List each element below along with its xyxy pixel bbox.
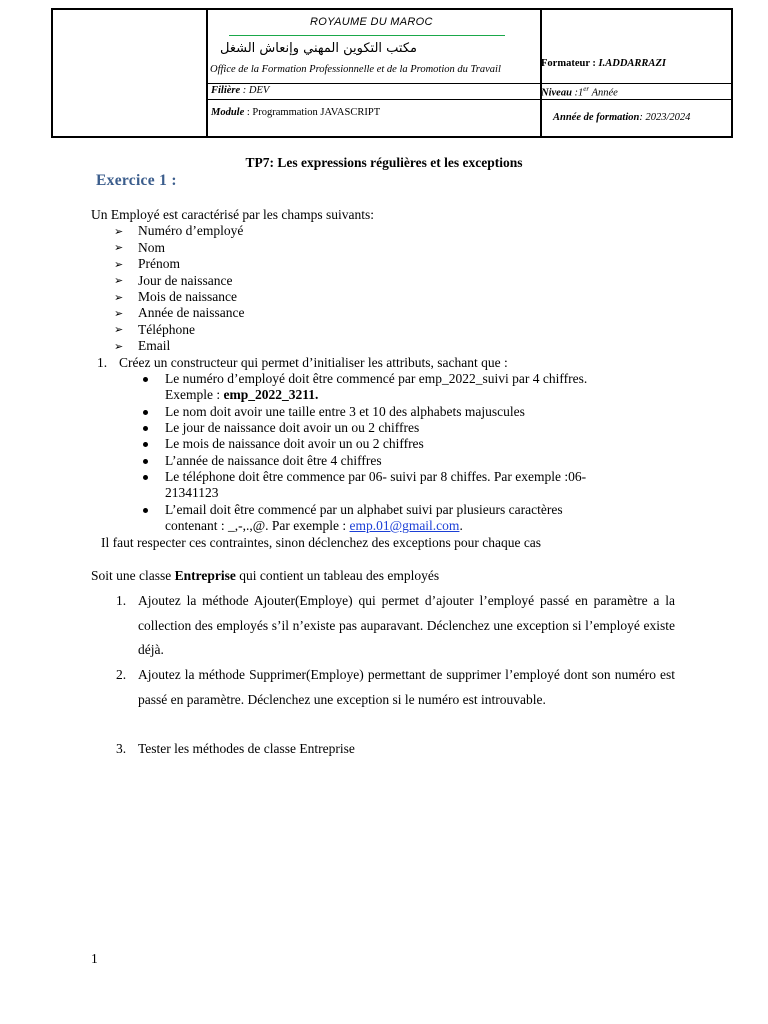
niveau-label: Niveau bbox=[541, 87, 572, 99]
example-value: emp_2022_3211. bbox=[223, 387, 319, 402]
list-item: Jour de naissance bbox=[138, 273, 233, 288]
filiere-field bbox=[211, 85, 269, 96]
arrow-bullet-icon: ➢ bbox=[114, 291, 124, 304]
entreprise-item: Tester les méthodes de classe Entreprise bbox=[138, 741, 355, 756]
annee-label: Année de formation bbox=[553, 112, 640, 123]
page-number: 1 bbox=[91, 951, 98, 966]
arrow-bullet-icon: ➢ bbox=[114, 225, 124, 238]
list-item: Prénom bbox=[138, 256, 180, 271]
module-field bbox=[211, 107, 380, 118]
rule-text-part: . bbox=[459, 518, 463, 533]
class-name: Entreprise bbox=[174, 568, 236, 583]
item-number: 3. bbox=[116, 741, 127, 756]
rule-example bbox=[165, 387, 318, 403]
entreprise-intro bbox=[91, 568, 439, 584]
entreprise-item: Ajoutez la méthode Ajouter(Employe) qui permet d’ajouter l’employé passé en paramètre a la collection des employés s’il n’existe pas auparavant. Déclenchez une exception si l’employé existe déjà. bbox=[138, 593, 675, 658]
bullet-icon bbox=[143, 377, 148, 382]
item-number: 2. bbox=[116, 667, 127, 682]
bullet-icon bbox=[143, 442, 148, 447]
example-label: Exemple : bbox=[165, 387, 224, 402]
annee-field bbox=[553, 112, 690, 123]
formateur-label: Formateur : bbox=[541, 58, 599, 69]
header-table bbox=[51, 8, 733, 138]
header-divider bbox=[540, 10, 542, 136]
arrow-bullet-icon: ➢ bbox=[114, 274, 124, 287]
arrow-bullet-icon: ➢ bbox=[114, 340, 124, 353]
bullet-icon bbox=[143, 508, 148, 513]
rule-text: Le jour de naissance doit avoir un ou 2 chiffres bbox=[165, 420, 420, 435]
green-rule bbox=[229, 35, 505, 36]
question-text: Créez un constructeur qui permet d’initialiser les attributs, sachant que : bbox=[119, 355, 508, 370]
question-number: 1. bbox=[97, 355, 108, 370]
header-divider bbox=[206, 10, 208, 136]
filiere-label: Filière bbox=[211, 85, 241, 96]
list-item: Mois de naissance bbox=[138, 289, 237, 304]
email-example-link[interactable]: emp.01@gmail.com bbox=[349, 518, 460, 533]
formateur-field bbox=[541, 58, 666, 69]
rule-text: 21341123 bbox=[165, 485, 219, 500]
list-item: Nom bbox=[138, 240, 165, 255]
annee-value: : 2023/2024 bbox=[639, 112, 691, 123]
constraint-note: Il faut respecter ces contraintes, sinon déclenchez des exceptions pour chaque cas bbox=[101, 535, 542, 550]
rule-text: L’email doit être commencé par un alphabet suivi par plusieurs caractères bbox=[165, 502, 563, 517]
intro-text: Un Employé est caractérisé par les champs suivants: bbox=[91, 207, 375, 222]
niveau-value: :1 bbox=[571, 87, 584, 99]
bullet-icon bbox=[143, 475, 148, 480]
module-value: : Programmation JAVASCRIPT bbox=[244, 107, 381, 118]
bullet-icon bbox=[143, 426, 148, 431]
formateur-value: I.ADDARRAZI bbox=[598, 58, 666, 69]
arabic-office-name: مكتب التكوين المهني وإنعاش الشغل bbox=[220, 41, 417, 56]
office-name: Office de la Formation Professionnelle et de la Promotion du Travail bbox=[210, 64, 501, 75]
rule-text: L’année de naissance doit être 4 chiffres bbox=[165, 453, 382, 468]
bullet-icon bbox=[143, 410, 148, 415]
filiere-value: : DEV bbox=[240, 85, 270, 96]
header-row-line bbox=[206, 83, 733, 84]
rule-text: Le mois de naissance doit avoir un ou 2 chiffres bbox=[165, 436, 424, 451]
arrow-bullet-icon: ➢ bbox=[114, 241, 124, 254]
rule-text-part: contenant : _,-,.,@. Par exemple : bbox=[165, 518, 350, 533]
arrow-bullet-icon: ➢ bbox=[114, 307, 124, 320]
item-number: 1. bbox=[116, 593, 127, 608]
niveau-tail: Année bbox=[589, 87, 618, 99]
rule-text: Le téléphone doit être commence par 06- suivi par 8 chiffes. Par exemple :06- bbox=[165, 469, 587, 484]
module-label: Module bbox=[211, 107, 245, 118]
rule-text bbox=[165, 518, 463, 534]
header-row-line bbox=[206, 99, 733, 100]
rule-text: Le numéro d’employé doit être commencé par emp_2022_suivi par 4 chiffres. bbox=[165, 371, 588, 386]
arrow-bullet-icon: ➢ bbox=[114, 258, 124, 271]
list-item: Année de naissance bbox=[138, 305, 245, 320]
niveau-sup: er bbox=[583, 85, 590, 93]
intro-part: Soit une classe bbox=[91, 568, 175, 583]
kingdom-label: ROYAUME DU MAROC bbox=[310, 16, 433, 28]
list-item: Téléphone bbox=[138, 322, 195, 337]
page-title: TP7: Les expressions régulières et les exceptions bbox=[245, 155, 523, 170]
list-item: Numéro d’employé bbox=[138, 223, 244, 238]
exercise-heading: Exercice 1 : bbox=[96, 172, 177, 189]
bullet-icon bbox=[143, 459, 148, 464]
intro-part: qui contient un tableau des employés bbox=[235, 568, 440, 583]
rule-text: Le nom doit avoir une taille entre 3 et 10 des alphabets majuscules bbox=[165, 404, 525, 419]
entreprise-item: Ajoutez la méthode Supprimer(Employe) permettant de supprimer l’employé dont son numéro est passé en paramètre. Déclenchez une exception si le numéro est introuvable. bbox=[138, 667, 675, 707]
niveau-field bbox=[541, 85, 618, 99]
arrow-bullet-icon: ➢ bbox=[114, 323, 124, 336]
list-item: Email bbox=[138, 338, 171, 353]
